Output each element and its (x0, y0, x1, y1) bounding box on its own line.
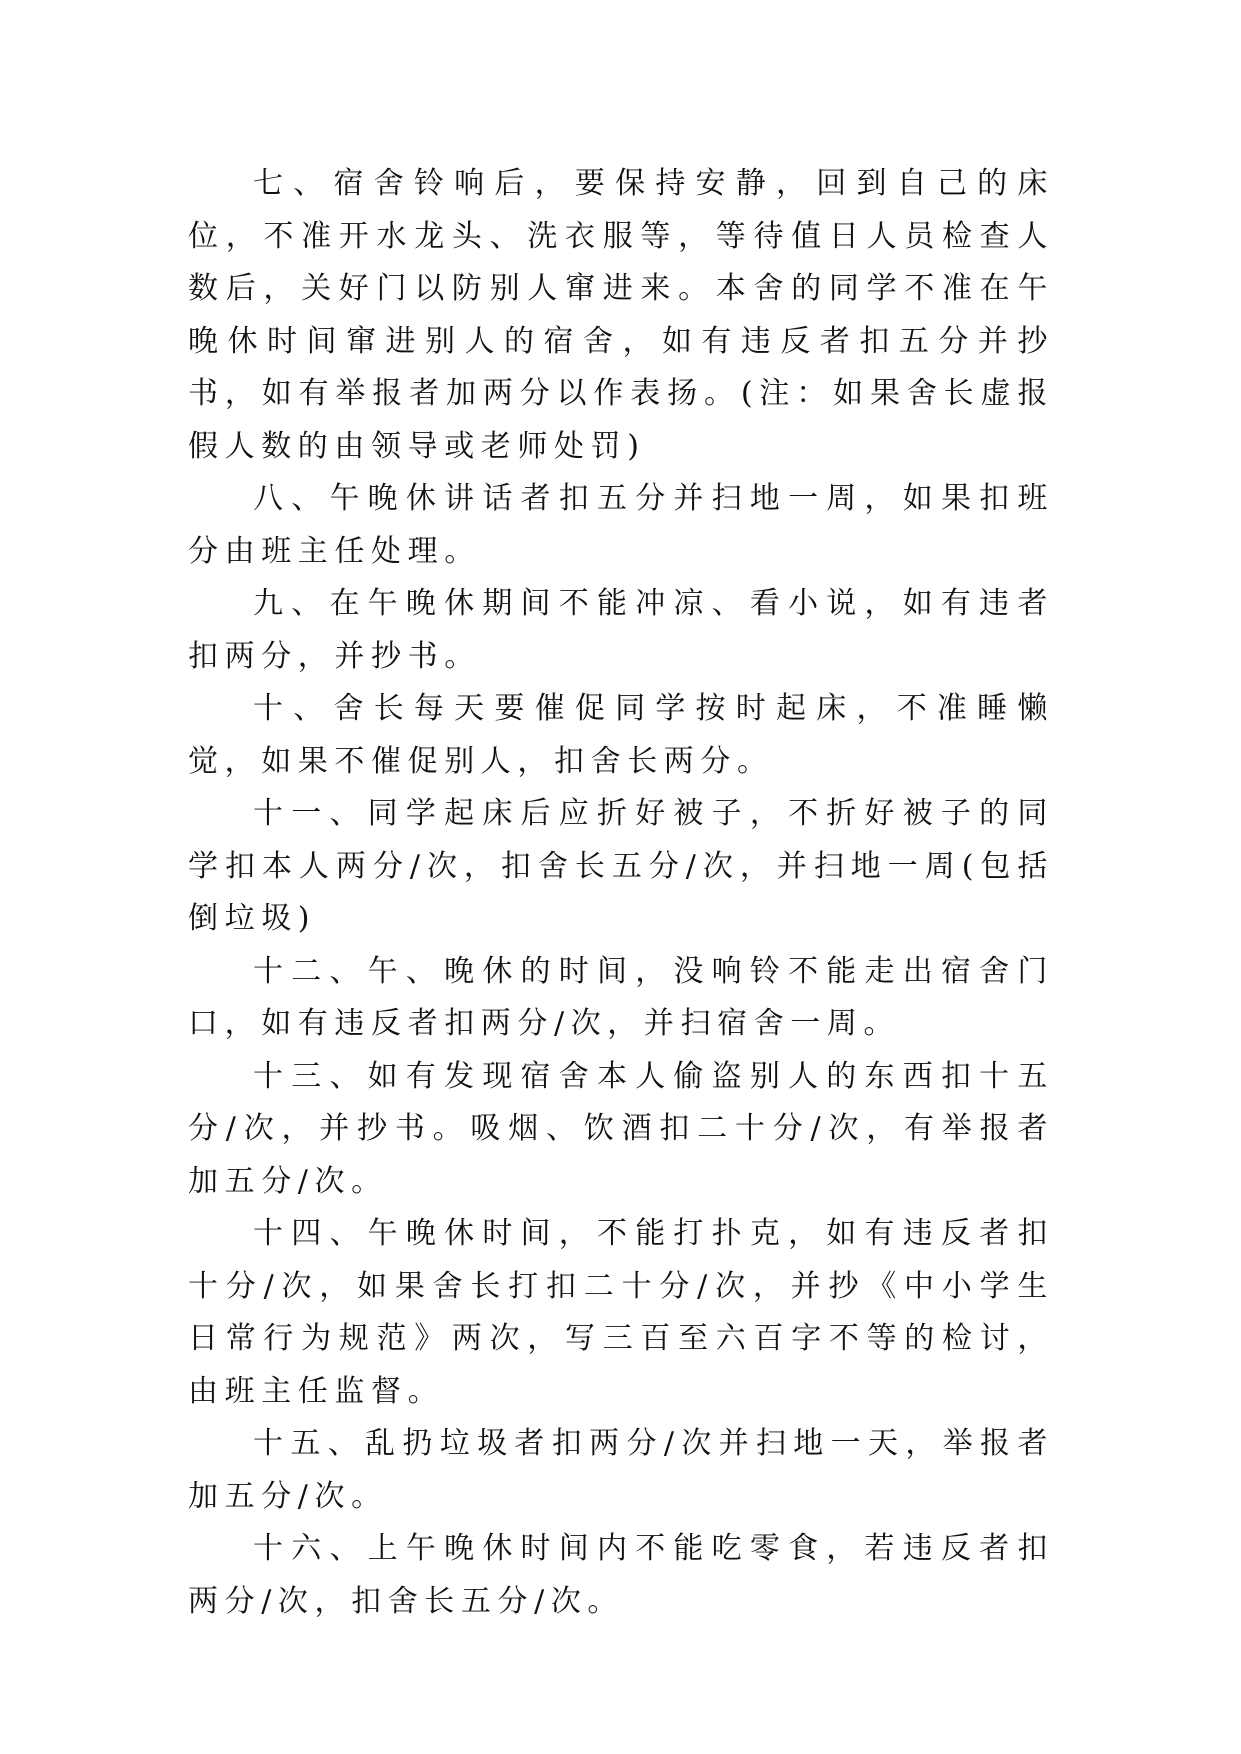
rule-paragraph-7: 七、宿舍铃响后，要保持安静，回到自己的床位，不准开水龙头、洗衣服等，等待值日人员检查人数后，关好门以防别人窜进来。本舍的同学不准在午晚休时间窜进别人的宿舍，如有违反者扣五分并抄书，如有举报者加两分以作表扬。(注：如果舍长虚报假人数的由领导或老师处罚) (188, 166, 1054, 464)
rule-paragraph-11: 十一、同学起床后应折好被子，不折好被子的同学扣本人两分/次，扣舍长五分/次，并扫地一周(包括倒垃圾) (188, 796, 1054, 936)
rule-paragraph-16: 十六、上午晚休时间内不能吃零食，若违反者扣两分/次，扣舍长五分/次。 (188, 1531, 1054, 1619)
rule-paragraph-14: 十四、午晚休时间，不能打扑克，如有违反者扣十分/次，如果舍长打扣二十分/次，并抄《中小学生日常行为规范》两次，写三百至六百字不等的检讨，由班主任监督。 (188, 1216, 1054, 1409)
rule-paragraph-9: 九、在午晚休期间不能冲凉、看小说，如有违者扣两分，并抄书。 (188, 586, 1054, 674)
rule-paragraph-12: 十二、午、晚休的时间，没响铃不能走出宿舍门口，如有违反者扣两分/次，并扫宿舍一周。 (188, 953, 1054, 1041)
document-body (188, 158, 1054, 1628)
rule-paragraph-13: 十三、如有发现宿舍本人偷盗别人的东西扣十五分/次，并抄书。吸烟、饮酒扣二十分/次，有举报者加五分/次。 (188, 1058, 1054, 1199)
rule-paragraph-8: 八、午晚休讲话者扣五分并扫地一周，如果扣班分由班主任处理。 (188, 481, 1054, 569)
rule-paragraph-15: 十五、乱扔垃圾者扣两分/次并扫地一天，举报者加五分/次。 (188, 1426, 1054, 1514)
rule-paragraph-10: 十、舍长每天要催促同学按时起床，不准睡懒觉，如果不催促别人，扣舍长两分。 (188, 691, 1054, 779)
